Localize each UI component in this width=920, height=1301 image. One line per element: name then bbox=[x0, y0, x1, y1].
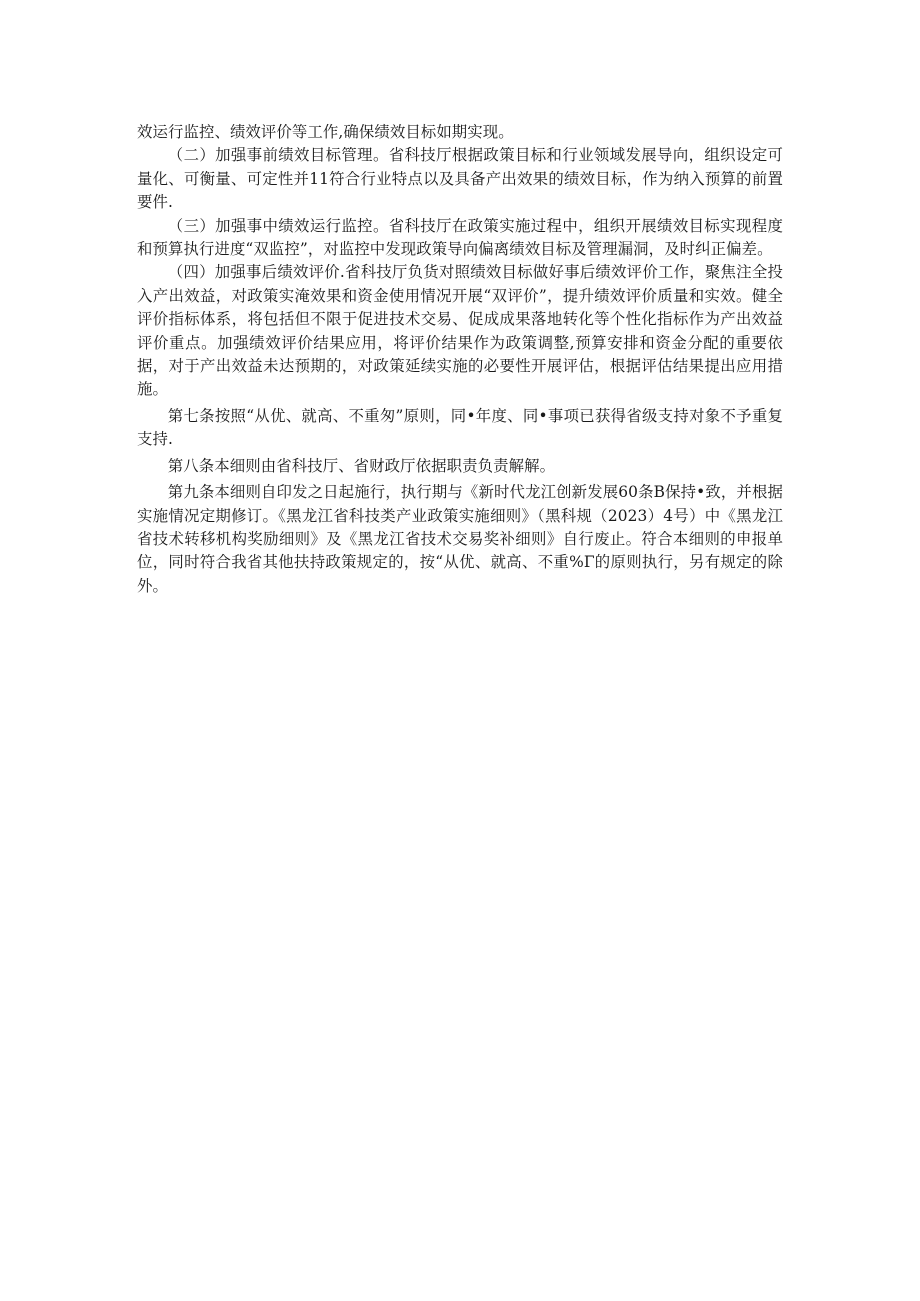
paragraph-article-7: 第七条按照“从优、就高、不重匆”原则，同•年度、同•事项已获得省级支持对象不予重复支持. bbox=[137, 406, 783, 449]
paragraph-in-process-monitoring: （三）加强事中绩效运行监控。省科技厅在政策实施过程中，组织开展绩效目标实现程度和预算执行进度“双监控”，对监控中发现政策导向偏离绩效目标及管理漏洞，及时纠正偏差。 bbox=[137, 216, 783, 259]
paragraph-article-9: 第九条本细则自印发之日起施行，执行期与《新时代龙江创新发展60条B保持•致，并根据实施情况定期修订。《黑龙江省科技类产业政策实施细则》（黑科规（2023）4号）中《黑龙江省技术转移机构奖励细则》及《黑龙江省技术交易奖补细则》自行废止。符合本细则的申报单位，同时符合我省其他扶持政策规定的，按“从优、就高、不重%Γ的原则执行，另有规定的除外。 bbox=[137, 483, 783, 595]
paragraph-post-evaluation: （四）加强事后绩效评价.省科技厅负货对照绩效目标做好事后绩效评价工作，聚焦注全投入产出效益，对政策实淹效果和资金使用情况开展“双评价”，提升绩效评价质量和实效。健全评价指标体系，将包括但不限于促进技术交易、促成成果落地转化等个性化指标作为产出效益评价重点。加强绩效评价结果应用，将评价结果作为政策调整,预算安排和资金分配的重要依据，对于产出效益未达预期的，对政策延续实施的必要性开展评估，根据评估结果提出应用措施。 bbox=[137, 263, 783, 399]
paragraph-article-8: 第八条本细则由省科技厅、省财政厅依据职责负责解解。 bbox=[167, 456, 556, 475]
paragraph-pre-performance-target: （二）加强事前绩效目标管理。省科技厅根据政策目标和行业领域发展导向，组织设定可量化、可衡量、可定性并11符合行业特点以及具备产出效果的绩效目标，作为纳入预算的前置要件. bbox=[137, 146, 783, 212]
document-body bbox=[137, 121, 783, 598]
paragraph-continuation: 效运行监控、绩效评价等工作,确保绩效目标如期实现。 bbox=[137, 123, 514, 141]
